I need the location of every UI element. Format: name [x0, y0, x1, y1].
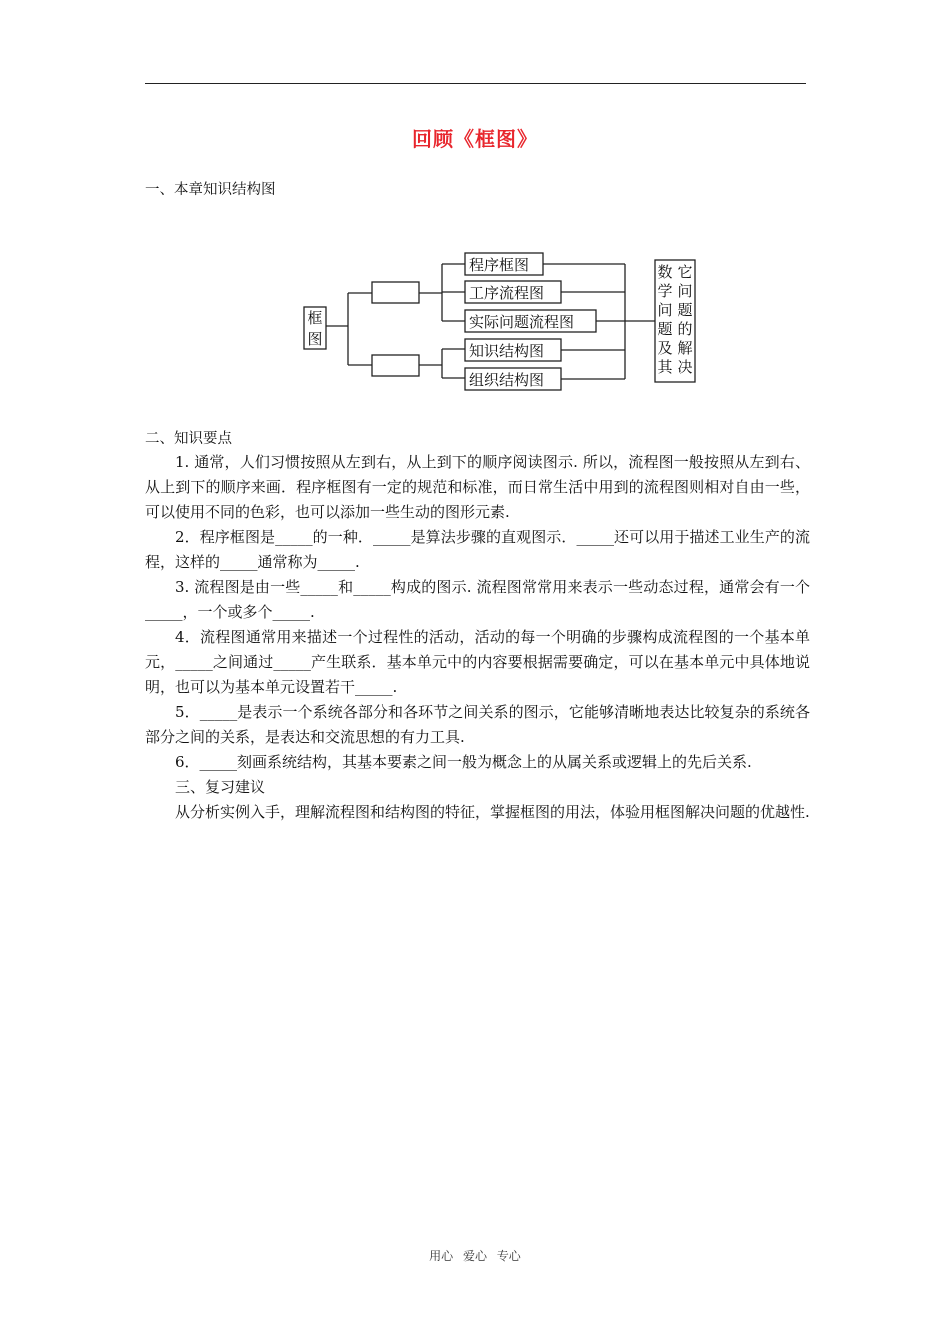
root-char-1: 框	[307, 309, 323, 327]
result-r-5: 解	[677, 339, 693, 357]
result-r-3: 题	[677, 301, 693, 319]
blank-box-upper	[372, 282, 419, 303]
root-char-2: 图	[307, 330, 323, 348]
blank-box-lower	[372, 355, 419, 376]
paragraph-2: 2．程序框图是_____的一种．_____是算法步骤的直观图示．_____还可以用于描述工业生产的流程，这样的_____通常称为_____.	[145, 528, 810, 571]
branch-label-1: 程序框图	[469, 256, 530, 274]
page-footer: 用心 爱心 专心	[429, 1249, 521, 1263]
result-l-2: 学	[657, 282, 673, 300]
result-r-1: 它	[677, 263, 693, 281]
section-heading-key-points: 二、知识要点	[145, 431, 232, 447]
branch-label-3: 实际问题流程图	[469, 313, 575, 331]
paragraph-1: 1. 通常，人们习惯按照从左到右，从上到下的顺序阅读图示. 所以，流程图一般按照从左到右、从上到下的顺序来画．程序框图有一定的规范和标准，而日常生活中用到的流程图则相对自由一些，可以使用不同的色彩，也可以添加一些生动的图形元素.	[145, 453, 810, 521]
paragraph-review: 从分析实例入手，理解流程图和结构图的特征，掌握框图的用法，体验用框图解决问题的优越性.	[175, 803, 810, 821]
result-l-4: 题	[657, 320, 673, 338]
paragraph-3: 3. 流程图是由一些_____和_____构成的图示. 流程图常常用来表示一些动态过程，通常会有一个_____，一个或多个_____.	[145, 578, 810, 621]
page-title: 回顾《框图》	[412, 127, 538, 151]
result-l-3: 问	[657, 301, 673, 319]
result-r-6: 决	[677, 358, 693, 376]
result-l-5: 及	[657, 339, 673, 357]
paragraph-6: 6．_____刻画系统结构，其基本要素之间一般为概念上的从属关系或逻辑上的先后关系.	[175, 753, 752, 771]
section-heading-structure: 一、本章知识结构图	[145, 182, 276, 198]
paragraph-4: 4．流程图通常用来描述一个过程性的活动，活动的每一个明确的步骤构成流程图的一个基本单元，_____之间通过_____产生联系．基本单元中的内容要根据需要确定，可以在基本单元中具体地说明，也可以为基本单元设置若干_____.	[145, 628, 810, 696]
knowledge-structure-diagram	[0, 0, 950, 420]
result-r-4: 的	[677, 320, 693, 338]
branch-label-5: 组织结构图	[469, 371, 545, 389]
result-l-6: 其	[657, 358, 673, 376]
paragraph-5: 5．_____是表示一个系统各部分和各环节之间关系的图示，它能够清晰地表达比较复杂的系统各部分之间的关系，是表达和交流思想的有力工具.	[145, 703, 810, 746]
branch-label-4: 知识结构图	[469, 342, 545, 360]
section-heading-review: 三、复习建议	[175, 778, 266, 796]
result-l-1: 数	[657, 263, 673, 281]
result-r-2: 问	[677, 282, 693, 300]
branch-label-2: 工序流程图	[469, 284, 545, 302]
